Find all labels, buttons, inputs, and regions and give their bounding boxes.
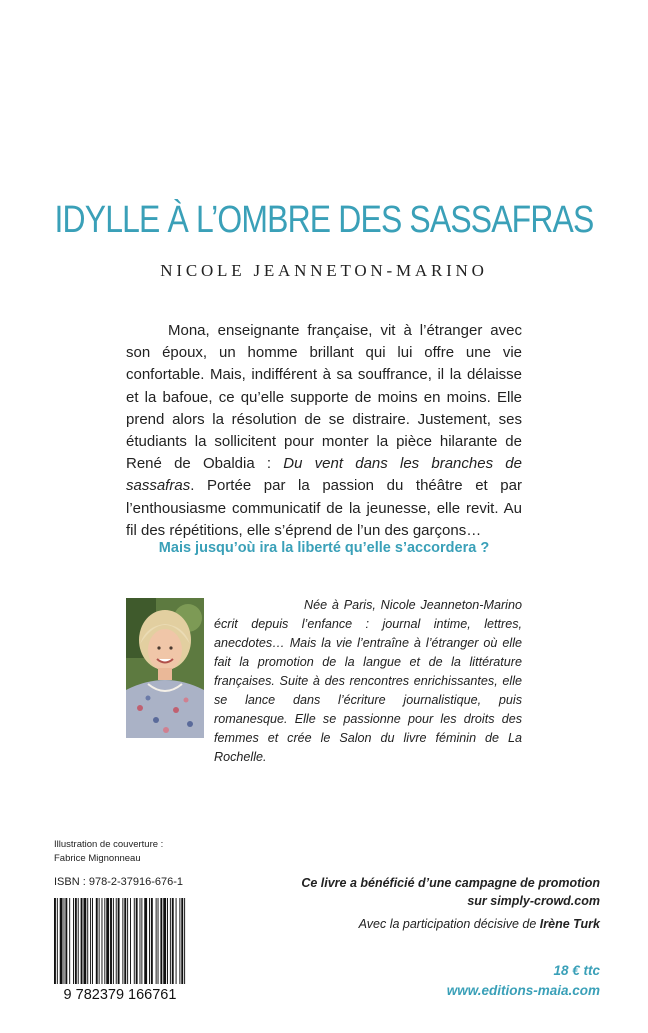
barcode-number: 9 782379 166761 (63, 987, 177, 1003)
barcode-bar (184, 898, 185, 984)
barcode-bar (140, 898, 141, 984)
barcode-bar (170, 898, 171, 984)
barcode-bar (176, 898, 177, 984)
author-photo (126, 598, 204, 738)
barcode-bar (83, 898, 86, 984)
barcode-bar (124, 898, 126, 984)
barcode-bar (60, 898, 63, 984)
synopsis (126, 320, 522, 542)
synopsis-part2: . Portée par la passion du théâtre et par l’enthousiasme communicatif de la jeunesse, elle revit. Au fil des répétitions, elle s’éprend de l’un des garçons… (126, 477, 522, 539)
book-title: IDYLLE À L’OMBRE DES SASSAFRAS (54, 199, 594, 241)
barcode-bar (167, 898, 168, 984)
barcode-bar (127, 898, 128, 984)
barcode-bar (160, 898, 162, 984)
barcode-bar (57, 898, 58, 984)
barcode-bar (130, 898, 131, 984)
cover-illustration-credit (54, 838, 163, 866)
barcode-bar (151, 898, 153, 984)
barcode-bar (181, 898, 183, 984)
barcode-bar (102, 898, 103, 984)
barcode (52, 898, 188, 1003)
barcode-bar (118, 898, 120, 984)
author-bio-text: Née à Paris, Nicole Jeanneton-Marino écrit depuis l’enfance : journal intime, lettres, anecdotes… Mais la vie l’entraîne à l’étranger où elle fait la promotion de la langue et de la littérature françaises. Suite à des rencontres enrichissantes, elle se lance dans l’écriture journalistique, puis romanesque. Elle se passionne pour les droits des femmes et crée le Salon du livre féminin de La Rochelle. (214, 598, 522, 764)
barcode-bar (99, 898, 100, 984)
barcode-bar (179, 898, 180, 984)
credit-name: Fabrice Mignonneau (54, 853, 141, 864)
barcode-bar (87, 898, 88, 984)
price: 18 € ttc (553, 963, 600, 978)
barcode-bar (75, 898, 77, 984)
promotion-line2: sur simply-crowd.com (467, 894, 600, 908)
barcode-bar (92, 898, 93, 984)
play-title: Du vent dans les branches de sassafras (126, 455, 522, 495)
barcode-bar (158, 898, 159, 984)
author-bio (214, 596, 522, 767)
barcode-bar (64, 898, 65, 984)
barcode-bar (156, 898, 157, 984)
barcode-bar (104, 898, 105, 984)
barcode-bar (122, 898, 123, 984)
barcode-bar (90, 898, 91, 984)
participation-prefix: Avec la participation décisive de (358, 917, 540, 931)
barcode-bar (113, 898, 114, 984)
barcode-bar (69, 898, 70, 984)
participation-notice (260, 917, 600, 931)
isbn: ISBN : 978-2-37916-676-1 (54, 876, 184, 888)
barcode-bar (134, 898, 135, 984)
barcode-bar (144, 898, 147, 984)
synopsis-part1: Mona, enseignante française, vit à l’étranger avec son époux, un homme brillant qui lui offre une vie confortable. Mais, indifférent à sa souffrance, il la délaisse et la bafoue, ce qu’elle supporte de moins en moins. Elle prend alors la résolution de se distraire. Justement, ses étudiants la sollicitent pour monter la pièce hilarante de René de Obaldia : (126, 322, 522, 473)
barcode-bar (149, 898, 150, 984)
barcode-bar (110, 898, 112, 984)
barcode-bar (136, 898, 138, 984)
barcode-bar (172, 898, 174, 984)
credit-label: Illustration de couverture : (54, 839, 164, 850)
barcode-bar (78, 898, 79, 984)
barcode-bar (81, 898, 83, 984)
promotion-notice (270, 874, 600, 910)
barcode-bar (163, 898, 166, 984)
participation-name: Irène Turk (539, 917, 600, 931)
author-name: NICOLE JEANNETON-MARINO (160, 261, 488, 280)
barcode-bar (65, 898, 67, 984)
author-portrait-illustration (126, 598, 204, 738)
promotion-line1: Ce livre a bénéficié d’une campagne de promotion (301, 876, 600, 890)
barcode-bar (96, 898, 98, 984)
barcode-bar (73, 898, 74, 984)
publisher-website[interactable]: www.editions-maia.com (446, 983, 600, 998)
barcode-bar (106, 898, 109, 984)
barcode-bars (54, 898, 185, 984)
barcode-bar (54, 898, 56, 984)
barcode-bar (141, 898, 142, 984)
tagline-question: Mais jusqu’où ira la liberté qu’elle s’accordera ? (158, 540, 490, 556)
barcode-bar (116, 898, 117, 984)
